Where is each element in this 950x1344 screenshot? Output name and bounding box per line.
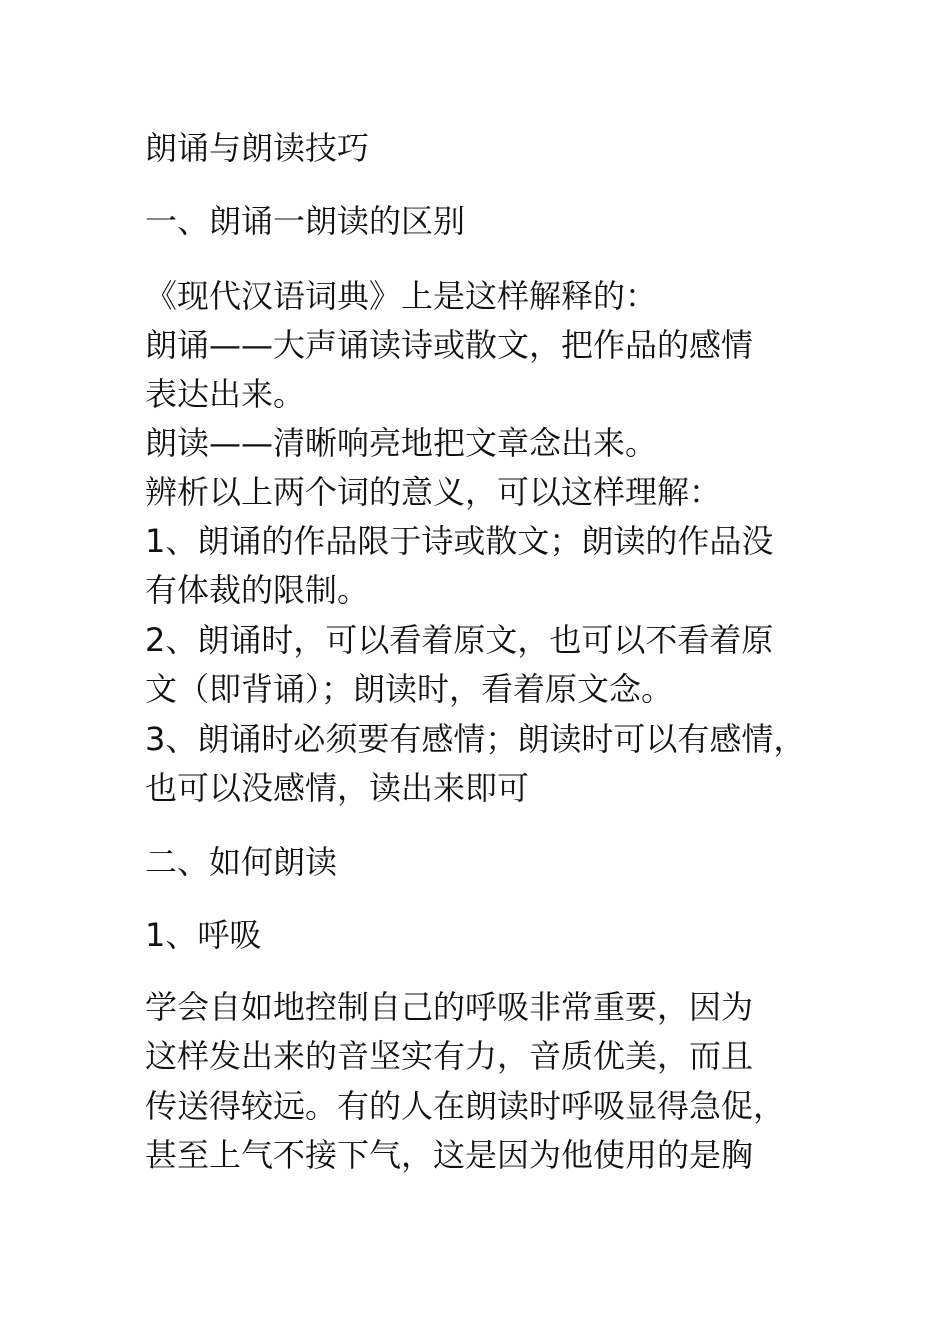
section-heading-2: 二、如何朗读 — [145, 843, 338, 881]
paragraph-line: 《现代汉语词典》上是这样解释的： — [145, 277, 658, 315]
paragraph-line: 这样发出来的音坚实有力，音质优美，而且 — [145, 1037, 754, 1075]
list-item-line: 有体裁的限制。 — [145, 571, 370, 609]
paragraph-line: 甚至上气不接下气，这是因为他使用的是胸 — [145, 1136, 754, 1174]
paragraph-line: 传送得较远。有的人在朗读时呼吸显得急促， — [145, 1087, 786, 1125]
paragraph-line: 朗诵——大声诵读诗或散文，把作品的感情 — [145, 326, 754, 364]
section-heading-1: 一、朗诵一朗读的区别 — [145, 202, 466, 240]
document-title: 朗诵与朗读技巧 — [145, 129, 370, 167]
list-item-line: 1、朗诵的作品限于诗或散文；朗读的作品没 — [145, 522, 774, 560]
subsection-heading: 1、呼吸 — [145, 916, 262, 954]
list-item-line: 2、朗诵时，可以看着原文，也可以不看着原 — [145, 621, 774, 659]
paragraph-line: 表达出来。 — [145, 375, 306, 413]
list-item-line: 3、朗诵时必须要有感情；朗读时可以有感情， — [145, 720, 806, 758]
list-item-line: 也可以没感情，读出来即可 — [145, 769, 530, 807]
paragraph-line: 辨析以上两个词的意义，可以这样理解： — [145, 473, 722, 511]
paragraph-line: 朗读——清晰响亮地把文章念出来。 — [145, 424, 658, 462]
paragraph-line: 学会自如地控制自己的呼吸非常重要，因为 — [145, 988, 754, 1026]
list-item-line: 文（即背诵）；朗读时，看着原文念。 — [145, 670, 674, 708]
